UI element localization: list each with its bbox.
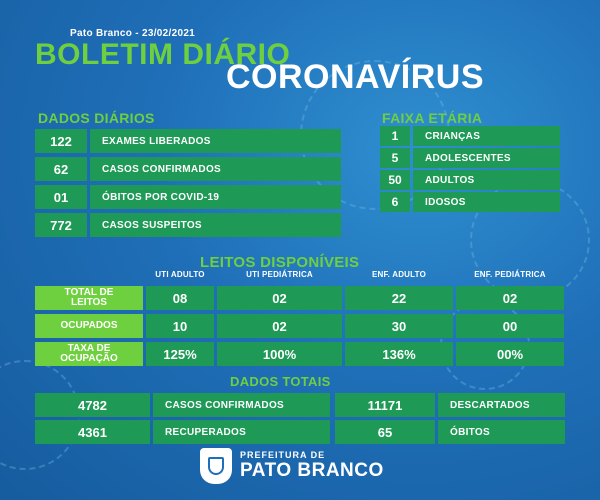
daily-label: ÓBITOS POR COVID-19: [90, 185, 341, 209]
city-crest-icon: [200, 448, 232, 484]
totals-label: ÓBITOS: [438, 420, 565, 444]
beds-cell: 100%: [217, 342, 342, 366]
beds-cell: 02: [456, 286, 564, 310]
beds-row-label: OCUPADOS: [60, 320, 118, 331]
beds-cell: 08: [146, 286, 214, 310]
beds-row-header: [35, 314, 143, 338]
age-row: [380, 170, 560, 190]
beds-row-label: OCUPAÇÃO: [60, 353, 118, 364]
age-row: [380, 126, 560, 146]
beds-row-header: [35, 342, 143, 366]
age-row: [380, 192, 560, 212]
age-label: IDOSOS: [413, 192, 560, 212]
daily-value: 01: [35, 185, 87, 209]
daily-value: 62: [35, 157, 87, 181]
beds-cell: 02: [217, 314, 342, 338]
totals-label: DESCARTADOS: [438, 393, 565, 417]
daily-row: [35, 157, 341, 181]
prefeitura-logo: [200, 448, 384, 484]
daily-row: [35, 185, 341, 209]
totals-section-title: DADOS TOTAIS: [230, 374, 331, 389]
beds-cell: 30: [345, 314, 453, 338]
beds-cell: 00%: [456, 342, 564, 366]
beds-row-label: LEITOS: [71, 297, 107, 308]
totals-row: [335, 420, 565, 444]
totals-value: 4361: [35, 420, 150, 444]
beds-cell: 00: [456, 314, 564, 338]
age-row: [380, 148, 560, 168]
age-value: 6: [380, 192, 410, 212]
title-coronavirus: CORONAVÍRUS: [226, 58, 484, 96]
beds-section-title: LEITOS DISPONÍVEIS: [200, 254, 360, 271]
totals-value: 11171: [335, 393, 435, 417]
beds-cell: 10: [146, 314, 214, 338]
beds-column-header: ENF. PEDIÁTRICA: [474, 270, 546, 279]
beds-row-label: TAXA DE: [67, 343, 111, 354]
logo-line2: PATO BRANCO: [240, 460, 384, 481]
daily-label: EXAMES LIBERADOS: [90, 129, 341, 153]
beds-column-header: UTI ADULTO: [155, 270, 205, 279]
totals-row: [335, 393, 565, 417]
totals-value: 65: [335, 420, 435, 444]
age-label: ADOLESCENTES: [413, 148, 560, 168]
age-value: 5: [380, 148, 410, 168]
age-value: 50: [380, 170, 410, 190]
title-boletim: BOLETIM DIÁRIO: [35, 38, 291, 71]
beds-cell: 136%: [345, 342, 453, 366]
beds-cell: 22: [345, 286, 453, 310]
daily-value: 772: [35, 213, 87, 237]
beds-row-header: [35, 286, 143, 310]
beds-cell: 02: [217, 286, 342, 310]
logo-line1: PREFEITURA DE: [240, 450, 326, 460]
beds-row-label: TOTAL DE: [64, 287, 114, 298]
beds-column-header: ENF. ADULTO: [371, 270, 427, 279]
bulletin-date: Pato Branco - 23/02/2021: [70, 28, 196, 39]
totals-label: CASOS CONFIRMADOS: [153, 393, 330, 417]
age-section-title: FAIXA ETÁRIA: [382, 110, 483, 126]
daily-label: CASOS CONFIRMADOS: [90, 157, 341, 181]
age-label: ADULTOS: [413, 170, 560, 190]
daily-row: [35, 213, 341, 237]
daily-value: 122: [35, 129, 87, 153]
beds-column-header: UTI PEDIÁTRICA: [246, 270, 313, 279]
daily-section-title: DADOS DIÁRIOS: [38, 110, 155, 126]
totals-label: RECUPERADOS: [153, 420, 330, 444]
beds-cell: 125%: [146, 342, 214, 366]
daily-row: [35, 129, 341, 153]
totals-value: 4782: [35, 393, 150, 417]
totals-row: [35, 393, 330, 417]
age-label: CRIANÇAS: [413, 126, 560, 146]
age-value: 1: [380, 126, 410, 146]
totals-row: [35, 420, 330, 444]
daily-label: CASOS SUSPEITOS: [90, 213, 341, 237]
